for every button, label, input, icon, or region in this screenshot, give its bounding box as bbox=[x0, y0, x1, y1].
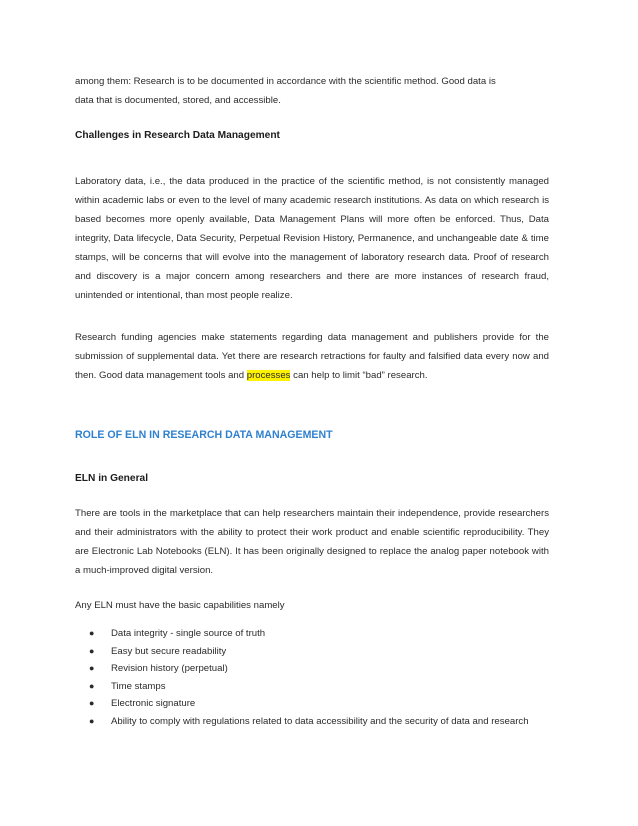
paragraph-text-after: can help to limit “bad” research. bbox=[290, 370, 428, 381]
list-item bbox=[75, 625, 549, 643]
list-item bbox=[75, 660, 549, 678]
list-item-text: Easy but secure readability bbox=[111, 645, 227, 657]
bullet-icon: ● bbox=[89, 628, 95, 638]
section-heading-role-of-eln: ROLE OF ELN IN RESEARCH DATA MANAGEMENT bbox=[75, 429, 333, 441]
eln-paragraph-1: There are tools in the marketplace that can help researchers maintain their independence, provide researchers and their administrators with the ability to protect their work product and enable scientific reproducibility. They are Electronic Lab Notebooks (ELN). It has been originally designed to replace the analog paper notebook with a much-improved digital version. bbox=[75, 508, 549, 576]
challenges-paragraph-2 bbox=[75, 328, 549, 385]
paragraph-text-before: Research funding agencies make statements regarding data management and publishers provide for the submission of supplemental data. Yet there are research retractions for faulty and falsified data every now and then. Good data management tools and bbox=[75, 332, 549, 381]
bullet-icon: ● bbox=[89, 663, 95, 673]
list-item bbox=[75, 643, 549, 661]
bullet-icon: ● bbox=[89, 645, 95, 656]
intro-line-2: data that is documented, stored, and accessible. bbox=[75, 95, 281, 106]
list-item bbox=[75, 713, 549, 731]
eln-paragraph-2: Any ELN must have the basic capabilities namely bbox=[75, 600, 285, 611]
capabilities-list bbox=[75, 625, 549, 730]
list-item-text: Ability to comply with regulations related to data accessibility and the security of data and research bbox=[111, 715, 529, 727]
bullet-icon: ● bbox=[89, 715, 95, 726]
highlighted-word: processes bbox=[246, 370, 291, 381]
list-item-text: Data integrity - single source of truth bbox=[111, 628, 266, 639]
list-item-text: Revision history (perpetual) bbox=[111, 663, 228, 674]
intro-line-1: among them: Research is to be documented in accordance with the scientific method. Good data is bbox=[75, 76, 496, 87]
list-item bbox=[75, 695, 549, 713]
challenges-paragraph-1: Laboratory data, i.e., the data produced in the practice of the scientific method, is not consistently managed within academic labs or even to the level of many academic research institutions. As data on which research is based becomes more openly available, Data Management Plans will more often be enforced. Thus, Data integrity, Data lifecycle, Data Security, Perpetual Revision History, Permanence, and unchangeable date & time stamps, will be concerns that will evolve into the management of laboratory research data. Proof of research and discovery is a major concern among researchers and there are more instances of research fraud, unintended or intentional, than most people realize. bbox=[75, 176, 549, 301]
list-item bbox=[75, 678, 549, 696]
intro-paragraph bbox=[75, 72, 549, 110]
list-item-text: Time stamps bbox=[111, 680, 166, 692]
bullet-icon: ● bbox=[89, 698, 95, 708]
section-heading-challenges: Challenges in Research Data Management bbox=[75, 130, 280, 141]
bullet-icon: ● bbox=[89, 680, 95, 691]
list-item-text: Electronic signature bbox=[111, 698, 196, 709]
subheading-eln-in-general: ELN in General bbox=[75, 473, 149, 484]
